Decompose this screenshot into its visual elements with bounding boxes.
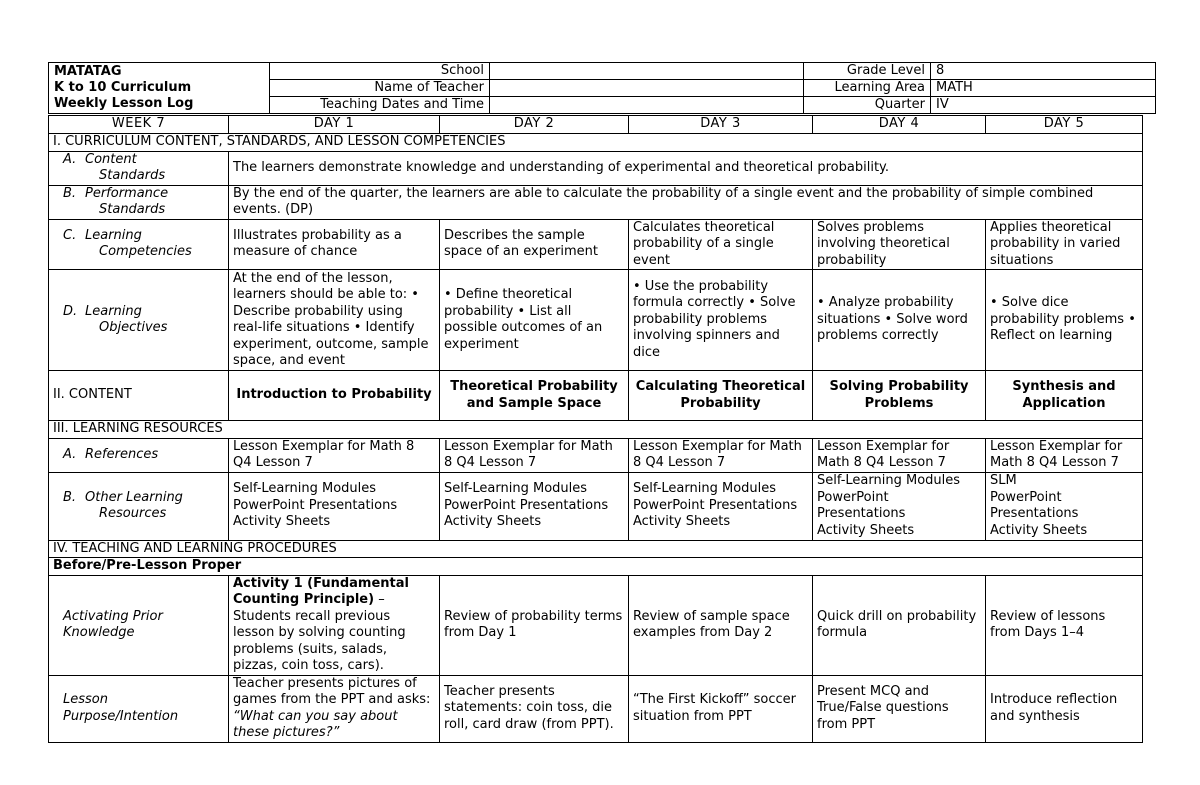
lesson-topic: Solving Probability Problems (813, 371, 986, 421)
grade-level-field[interactable]: 8 (931, 63, 1156, 80)
table-cell: At the end of the lesson, learners should be able to: • Describe probability using real-life situations • Identify experiment, outcome, sample space, and event (229, 270, 440, 371)
learning-area-field[interactable]: MATH (931, 80, 1156, 97)
lesson-topic: Introduction to Probability (229, 371, 440, 421)
row-label: D. Learning Objectives (49, 270, 229, 371)
table-cell: Self-Learning Modules PowerPoint Presentations Activity Sheets (440, 472, 629, 540)
section-heading: III. LEARNING RESOURCES (49, 421, 1143, 439)
section-heading: IV. TEACHING AND LEARNING PROCEDURES (49, 540, 1143, 558)
school-label: School (270, 63, 490, 80)
quarter-field[interactable]: IV (931, 97, 1156, 114)
teaching-dates-field[interactable] (490, 97, 804, 114)
objectives-row (49, 270, 1143, 371)
table-cell: Describes the sample space of an experiment (440, 219, 629, 270)
table-cell: Lesson Exemplar for Math 8 Q4 Lesson 7 (813, 438, 986, 472)
row-label: A. Content Standards (49, 151, 229, 185)
table-cell: Self-Learning Modules PowerPoint Presentations Activity Sheets (229, 472, 440, 540)
table-cell: Review of sample space examples from Day 2 (629, 575, 813, 675)
school-field[interactable] (490, 63, 804, 80)
table-cell: Activity 1 (Fundamental Counting Principle) – Students recall previous lesson by solving counting problems (suits, salads, pizzas, coin toss, cars). (229, 575, 440, 675)
teacher-field[interactable] (490, 80, 804, 97)
table-cell: Self-Learning Modules PowerPoint Presentations Activity Sheets (813, 472, 986, 540)
table-cell: Quick drill on probability formula (813, 575, 986, 675)
form-title-line: Weekly Lesson Log (54, 96, 194, 111)
day-header: DAY 5 (986, 116, 1143, 134)
week-label: WEEK 7 (49, 116, 229, 134)
row-label: A. References (49, 438, 229, 472)
teaching-dates-label: Teaching Dates and Time (270, 97, 490, 114)
table-cell: Illustrates probability as a measure of chance (229, 219, 440, 270)
day-header: DAY 3 (629, 116, 813, 134)
lesson-topic: Theoretical Probability and Sample Space (440, 371, 629, 421)
row-label: C. Learning Competencies (49, 219, 229, 270)
table-cell: Present MCQ and True/False questions from PPT (813, 675, 986, 742)
table-cell: Lesson Exemplar for Math 8 Q4 Lesson 7 (986, 438, 1143, 472)
table-cell: Introduce reflection and synthesis (986, 675, 1143, 742)
table-cell: Review of lessons from Days 1–4 (986, 575, 1143, 675)
table-cell: Review of probability terms from Day 1 (440, 575, 629, 675)
day-header: DAY 4 (813, 116, 986, 134)
section-heading: I. CURRICULUM CONTENT, STANDARDS, AND LESSON COMPETENCIES (49, 134, 1143, 152)
table-cell: Lesson Exemplar for Math 8 Q4 Lesson 7 (229, 438, 440, 472)
row-label: B. Other Learning Resources (49, 472, 229, 540)
learning-area-label: Learning Area (804, 80, 931, 97)
table-cell: Calculates theoretical probability of a single event (629, 219, 813, 270)
references-row (49, 438, 1143, 472)
table-cell: • Use the probability formula correctly • Solve probability problems involving spinners and dice (629, 270, 813, 371)
lesson-purpose-row (49, 675, 1143, 742)
table-cell: Teacher presents pictures of games from the PPT and asks: “What can you say about these pictures?” (229, 675, 440, 742)
table-cell: Teacher presents statements: coin toss, die roll, card draw (from PPT). (440, 675, 629, 742)
form-title (49, 63, 270, 114)
performance-standards-text: By the end of the quarter, the learners are able to calculate the probability of a single event and the probability of simple combined events. (DP) (229, 185, 1143, 219)
table-cell: Lesson Exemplar for Math 8 Q4 Lesson 7 (440, 438, 629, 472)
table-cell: • Analyze probability situations • Solve word problems correctly (813, 270, 986, 371)
table-cell: “The First Kickoff” soccer situation from PPT (629, 675, 813, 742)
table-cell: • Define theoretical probability • List all possible outcomes of an experiment (440, 270, 629, 371)
teacher-label: Name of Teacher (270, 80, 490, 97)
subsection-heading: Before/Pre-Lesson Proper (49, 558, 1143, 576)
table-cell: Self-Learning Modules PowerPoint Presentations Activity Sheets (629, 472, 813, 540)
day-header: DAY 2 (440, 116, 629, 134)
content-standards-row (49, 151, 1143, 185)
form-title-line: K to 10 Curriculum (54, 80, 192, 95)
row-label: Lesson Purpose/Intention (49, 675, 229, 742)
lesson-log-table (48, 115, 1143, 743)
day-header-row (49, 116, 1143, 134)
other-resources-row (49, 472, 1143, 540)
row-label: Activating Prior Knowledge (49, 575, 229, 675)
section-heading: II. CONTENT (49, 371, 229, 421)
performance-standards-row (49, 185, 1143, 219)
content-standards-text: The learners demonstrate knowledge and understanding of experimental and theoretical probability. (229, 151, 1143, 185)
lesson-topic: Calculating Theoretical Probability (629, 371, 813, 421)
lesson-topic: Synthesis and Application (986, 371, 1143, 421)
row-label: B. Performance Standards (49, 185, 229, 219)
table-cell: Applies theoretical probability in varied situations (986, 219, 1143, 270)
header-table (48, 62, 1156, 114)
day-header: DAY 1 (229, 116, 440, 134)
table-cell: • Solve dice probability problems • Reflect on learning (986, 270, 1143, 371)
content-row (49, 371, 1143, 421)
quarter-label: Quarter (804, 97, 931, 114)
grade-level-label: Grade Level (804, 63, 931, 80)
prior-knowledge-row (49, 575, 1143, 675)
competencies-row (49, 219, 1143, 270)
table-cell: SLM PowerPoint Presentations Activity Sheets (986, 472, 1143, 540)
form-title-line: MATATAG (54, 64, 122, 79)
table-cell: Lesson Exemplar for Math 8 Q4 Lesson 7 (629, 438, 813, 472)
table-cell: Solves problems involving theoretical probability (813, 219, 986, 270)
